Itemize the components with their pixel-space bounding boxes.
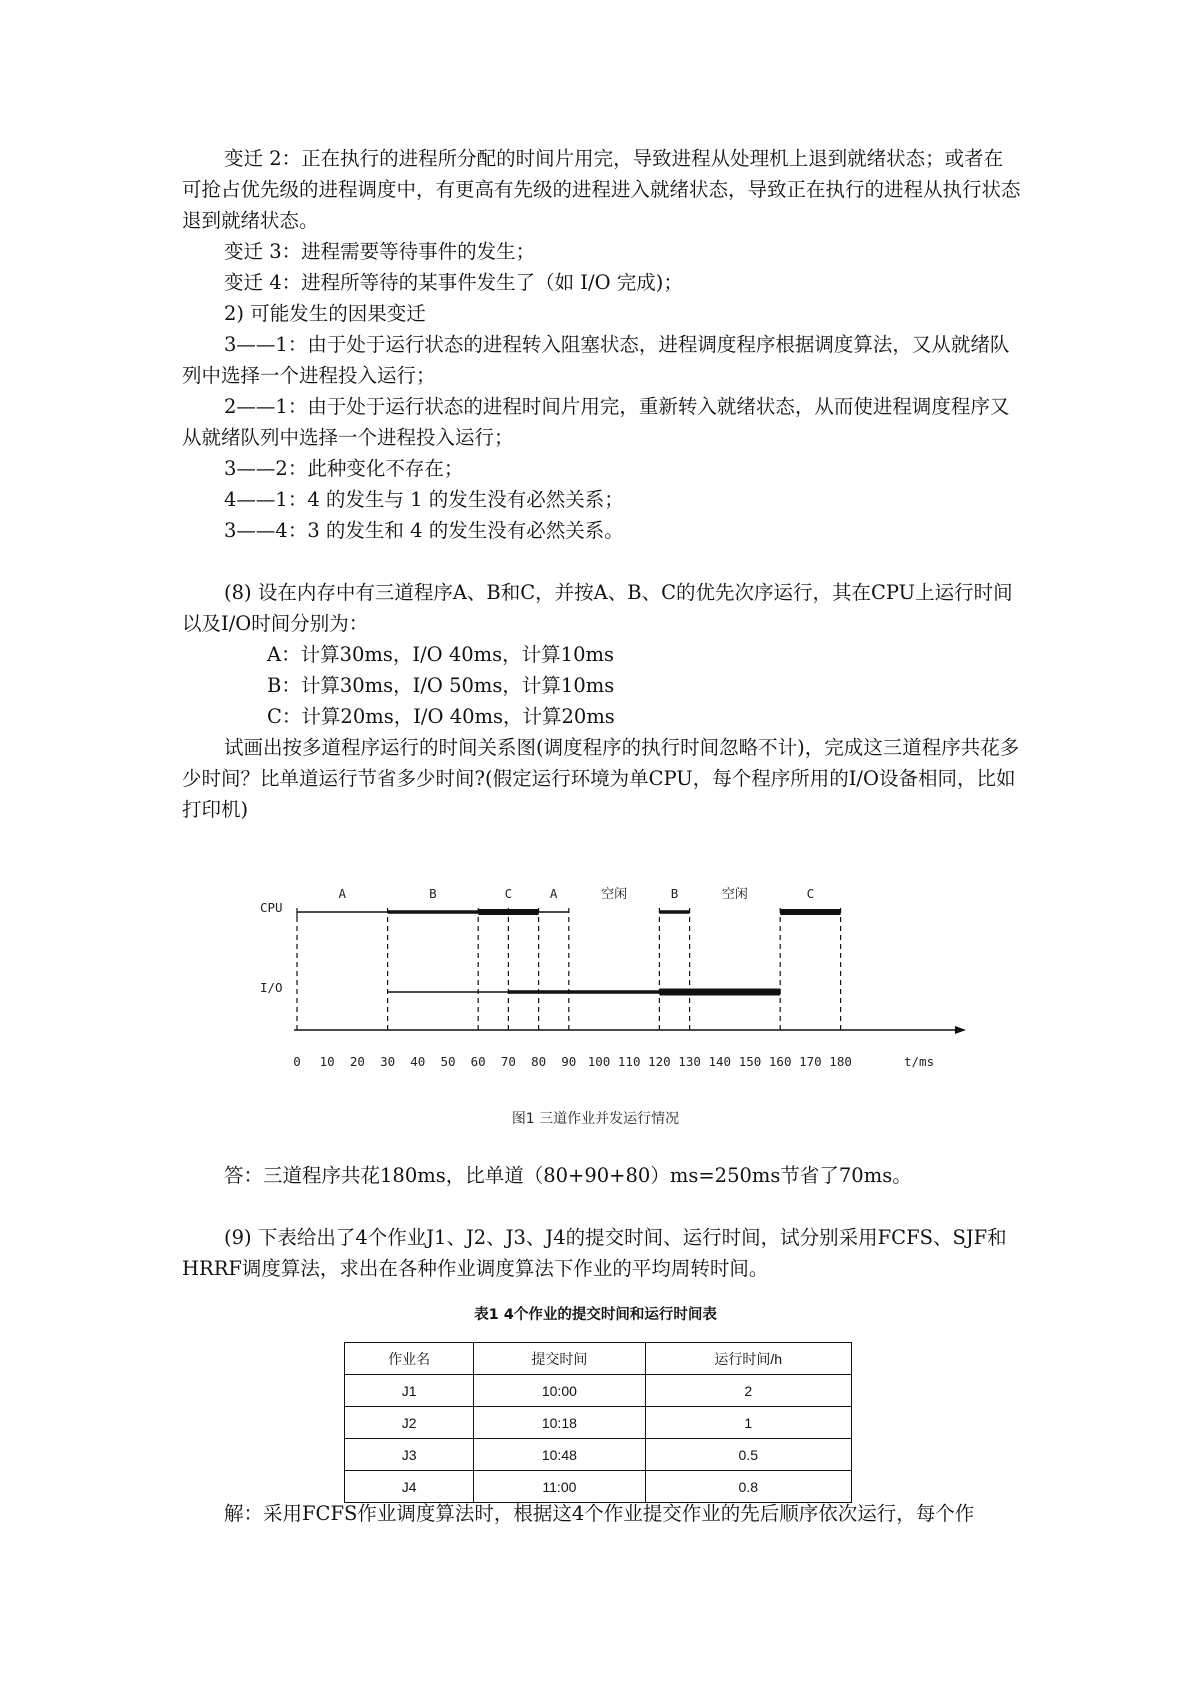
time-axis-tick-label: 80 bbox=[531, 1054, 547, 1069]
timing-diagram-figure bbox=[250, 880, 970, 1080]
time-axis-tick-label: 20 bbox=[349, 1054, 365, 1069]
time-dividers bbox=[297, 908, 841, 1030]
question-8-line-c: C：计算20ms，I/O 40ms，计算20ms bbox=[267, 705, 615, 728]
table-cell: 0.5 bbox=[645, 1439, 851, 1471]
jobs-table bbox=[344, 1342, 852, 1503]
time-axis-tick-label: 10 bbox=[319, 1054, 335, 1069]
cpu-segments bbox=[297, 886, 841, 918]
time-axis-unit: t/ms bbox=[904, 1054, 935, 1069]
paragraph-transition-3: 变迁 3：进程需要等待事件的发生； bbox=[224, 240, 536, 263]
time-axis-tick-label: 30 bbox=[380, 1054, 396, 1069]
time-axis-tick-label: 120 bbox=[648, 1054, 671, 1069]
time-axis-arrow-icon bbox=[955, 1026, 966, 1034]
table-header-row bbox=[345, 1343, 852, 1375]
time-axis-tick-label: 150 bbox=[738, 1054, 762, 1069]
time-axis-tick-label: 100 bbox=[587, 1054, 611, 1069]
solution-start: 解：采用FCFS作业调度算法时，根据这4个作业提交作业的先后顺序依次运行，每个作 bbox=[224, 1502, 975, 1525]
paragraph-causal-3-1: 3——1：由于处于运行状态的进程转入阻塞状态，进程调度程序根据调度算法，又从就绪队列中选择一个进程投入运行； bbox=[182, 333, 1010, 387]
time-axis-tick-label: 110 bbox=[617, 1054, 641, 1069]
cpu-segment-label: A bbox=[338, 886, 347, 901]
time-axis-tick-label: 90 bbox=[561, 1054, 577, 1069]
column-header: 运行时间/h bbox=[645, 1343, 851, 1375]
question-8-intro: (8) 设在内存中有三道程序A、B和C，并按A、B、C的优先次序运行，其在CPU上运行时间以及I/O时间分别为： bbox=[182, 581, 1013, 635]
time-axis-tick-label: 130 bbox=[678, 1054, 701, 1069]
cpu-segment-label: C bbox=[806, 886, 815, 901]
table-cell: 0.8 bbox=[645, 1471, 851, 1503]
paragraph-transition-2: 变迁 2：正在执行的进程所分配的时间片用完，导致进程从处理机上退到就绪状态；或者在可抢占优先级的进程调度中，有更高有先级的进程进入就绪状态，导致正在执行的进程从执行状态退到就绪状态。 bbox=[182, 147, 1021, 232]
table-row bbox=[345, 1439, 852, 1471]
cpu-segment-label: B bbox=[670, 886, 679, 901]
time-axis-tick-label: 180 bbox=[829, 1054, 852, 1069]
table-cell: 10:48 bbox=[474, 1439, 645, 1471]
table-cell: J2 bbox=[345, 1407, 474, 1439]
column-header: 作业名 bbox=[345, 1343, 474, 1375]
time-axis-tick-label: 60 bbox=[470, 1054, 486, 1069]
cpu-segment-label: 空闲 bbox=[601, 887, 628, 902]
figure-1-caption: 图1 三道作业并发运行情况 bbox=[511, 1111, 680, 1127]
answer-8: 答：三道程序共花180ms，比单道（80+90+80）ms=250ms节省了70ms。 bbox=[224, 1164, 912, 1187]
time-axis-tick-label: 160 bbox=[768, 1054, 792, 1069]
table-row bbox=[345, 1375, 852, 1407]
time-axis-tick-label: 70 bbox=[500, 1054, 516, 1069]
paragraph-causal-2-1: 2——1：由于处于运行状态的进程时间片用完，重新转入就绪状态，从而使进程调度程序又从就绪队列中选择一个进程投入运行； bbox=[182, 395, 1010, 449]
paragraph-causal-3-4: 3——4：3 的发生和 4 的发生没有必然关系。 bbox=[224, 519, 624, 542]
table-cell: 10:18 bbox=[474, 1407, 645, 1439]
paragraph-causal-3-2: 3——2：此种变化不存在； bbox=[224, 457, 464, 480]
question-9-block bbox=[182, 1222, 1022, 1284]
top-text-block bbox=[182, 143, 1022, 825]
table-cell: J1 bbox=[345, 1375, 474, 1407]
paragraph-transition-4: 变迁 4：进程所等待的某事件发生了（如 I/O 完成)； bbox=[224, 271, 683, 294]
paragraph-causal-heading: 2) 可能发生的因果变迁 bbox=[224, 302, 426, 325]
cpu-segment-label: A bbox=[549, 886, 558, 901]
table-row bbox=[345, 1407, 852, 1439]
question-9-intro: (9) 下表给出了4个作业J1、J2、J3、J4的提交时间、运行时间，试分别采用FCFS、SJF和HRRF调度算法，求出在各种作业调度算法下作业的平均周转时间。 bbox=[182, 1226, 1007, 1280]
column-header: 提交时间 bbox=[474, 1343, 645, 1375]
cpu-segment-label: C bbox=[504, 886, 513, 901]
time-axis-tick-label: 170 bbox=[799, 1054, 822, 1069]
cpu-segment-label: B bbox=[429, 886, 437, 901]
question-8-line-b: B：计算30ms，I/O 50ms，计算10ms bbox=[267, 674, 615, 697]
question-8-line-a: A：计算30ms，I/O 40ms，计算10ms bbox=[267, 643, 614, 666]
time-axis-tick-label: 0 bbox=[293, 1054, 301, 1069]
table-cell: 11:00 bbox=[474, 1471, 645, 1503]
table-cell: 1 bbox=[645, 1407, 851, 1439]
question-8-task: 试画出按多道程序运行的时间关系图(调度程序的执行时间忽略不计)，完成这三道程序共花多少时间？比单道运行节省多少时间?(假定运行环境为单CPU，每个程序所用的I/O设备相同，比如打印机) bbox=[182, 736, 1020, 821]
table-1-title: 表1 4个作业的提交时间和运行时间表 bbox=[474, 1307, 717, 1323]
table-cell: J3 bbox=[345, 1439, 474, 1471]
io-row-label: I/O bbox=[260, 980, 283, 995]
time-axis-ticks bbox=[293, 1054, 852, 1069]
time-axis-tick-label: 40 bbox=[410, 1054, 426, 1069]
cpu-segment-label: 空闲 bbox=[721, 887, 748, 902]
cpu-row-label: CPU bbox=[260, 900, 283, 915]
paragraph-causal-4-1: 4——1：4 的发生与 1 的发生没有必然关系； bbox=[224, 488, 624, 511]
solution-block bbox=[182, 1498, 1022, 1529]
table-cell: 2 bbox=[645, 1375, 851, 1407]
time-axis-tick-label: 140 bbox=[708, 1054, 732, 1069]
time-axis-tick-label: 50 bbox=[440, 1054, 456, 1069]
table-cell: 10:00 bbox=[474, 1375, 645, 1407]
table-cell: J4 bbox=[345, 1471, 474, 1503]
